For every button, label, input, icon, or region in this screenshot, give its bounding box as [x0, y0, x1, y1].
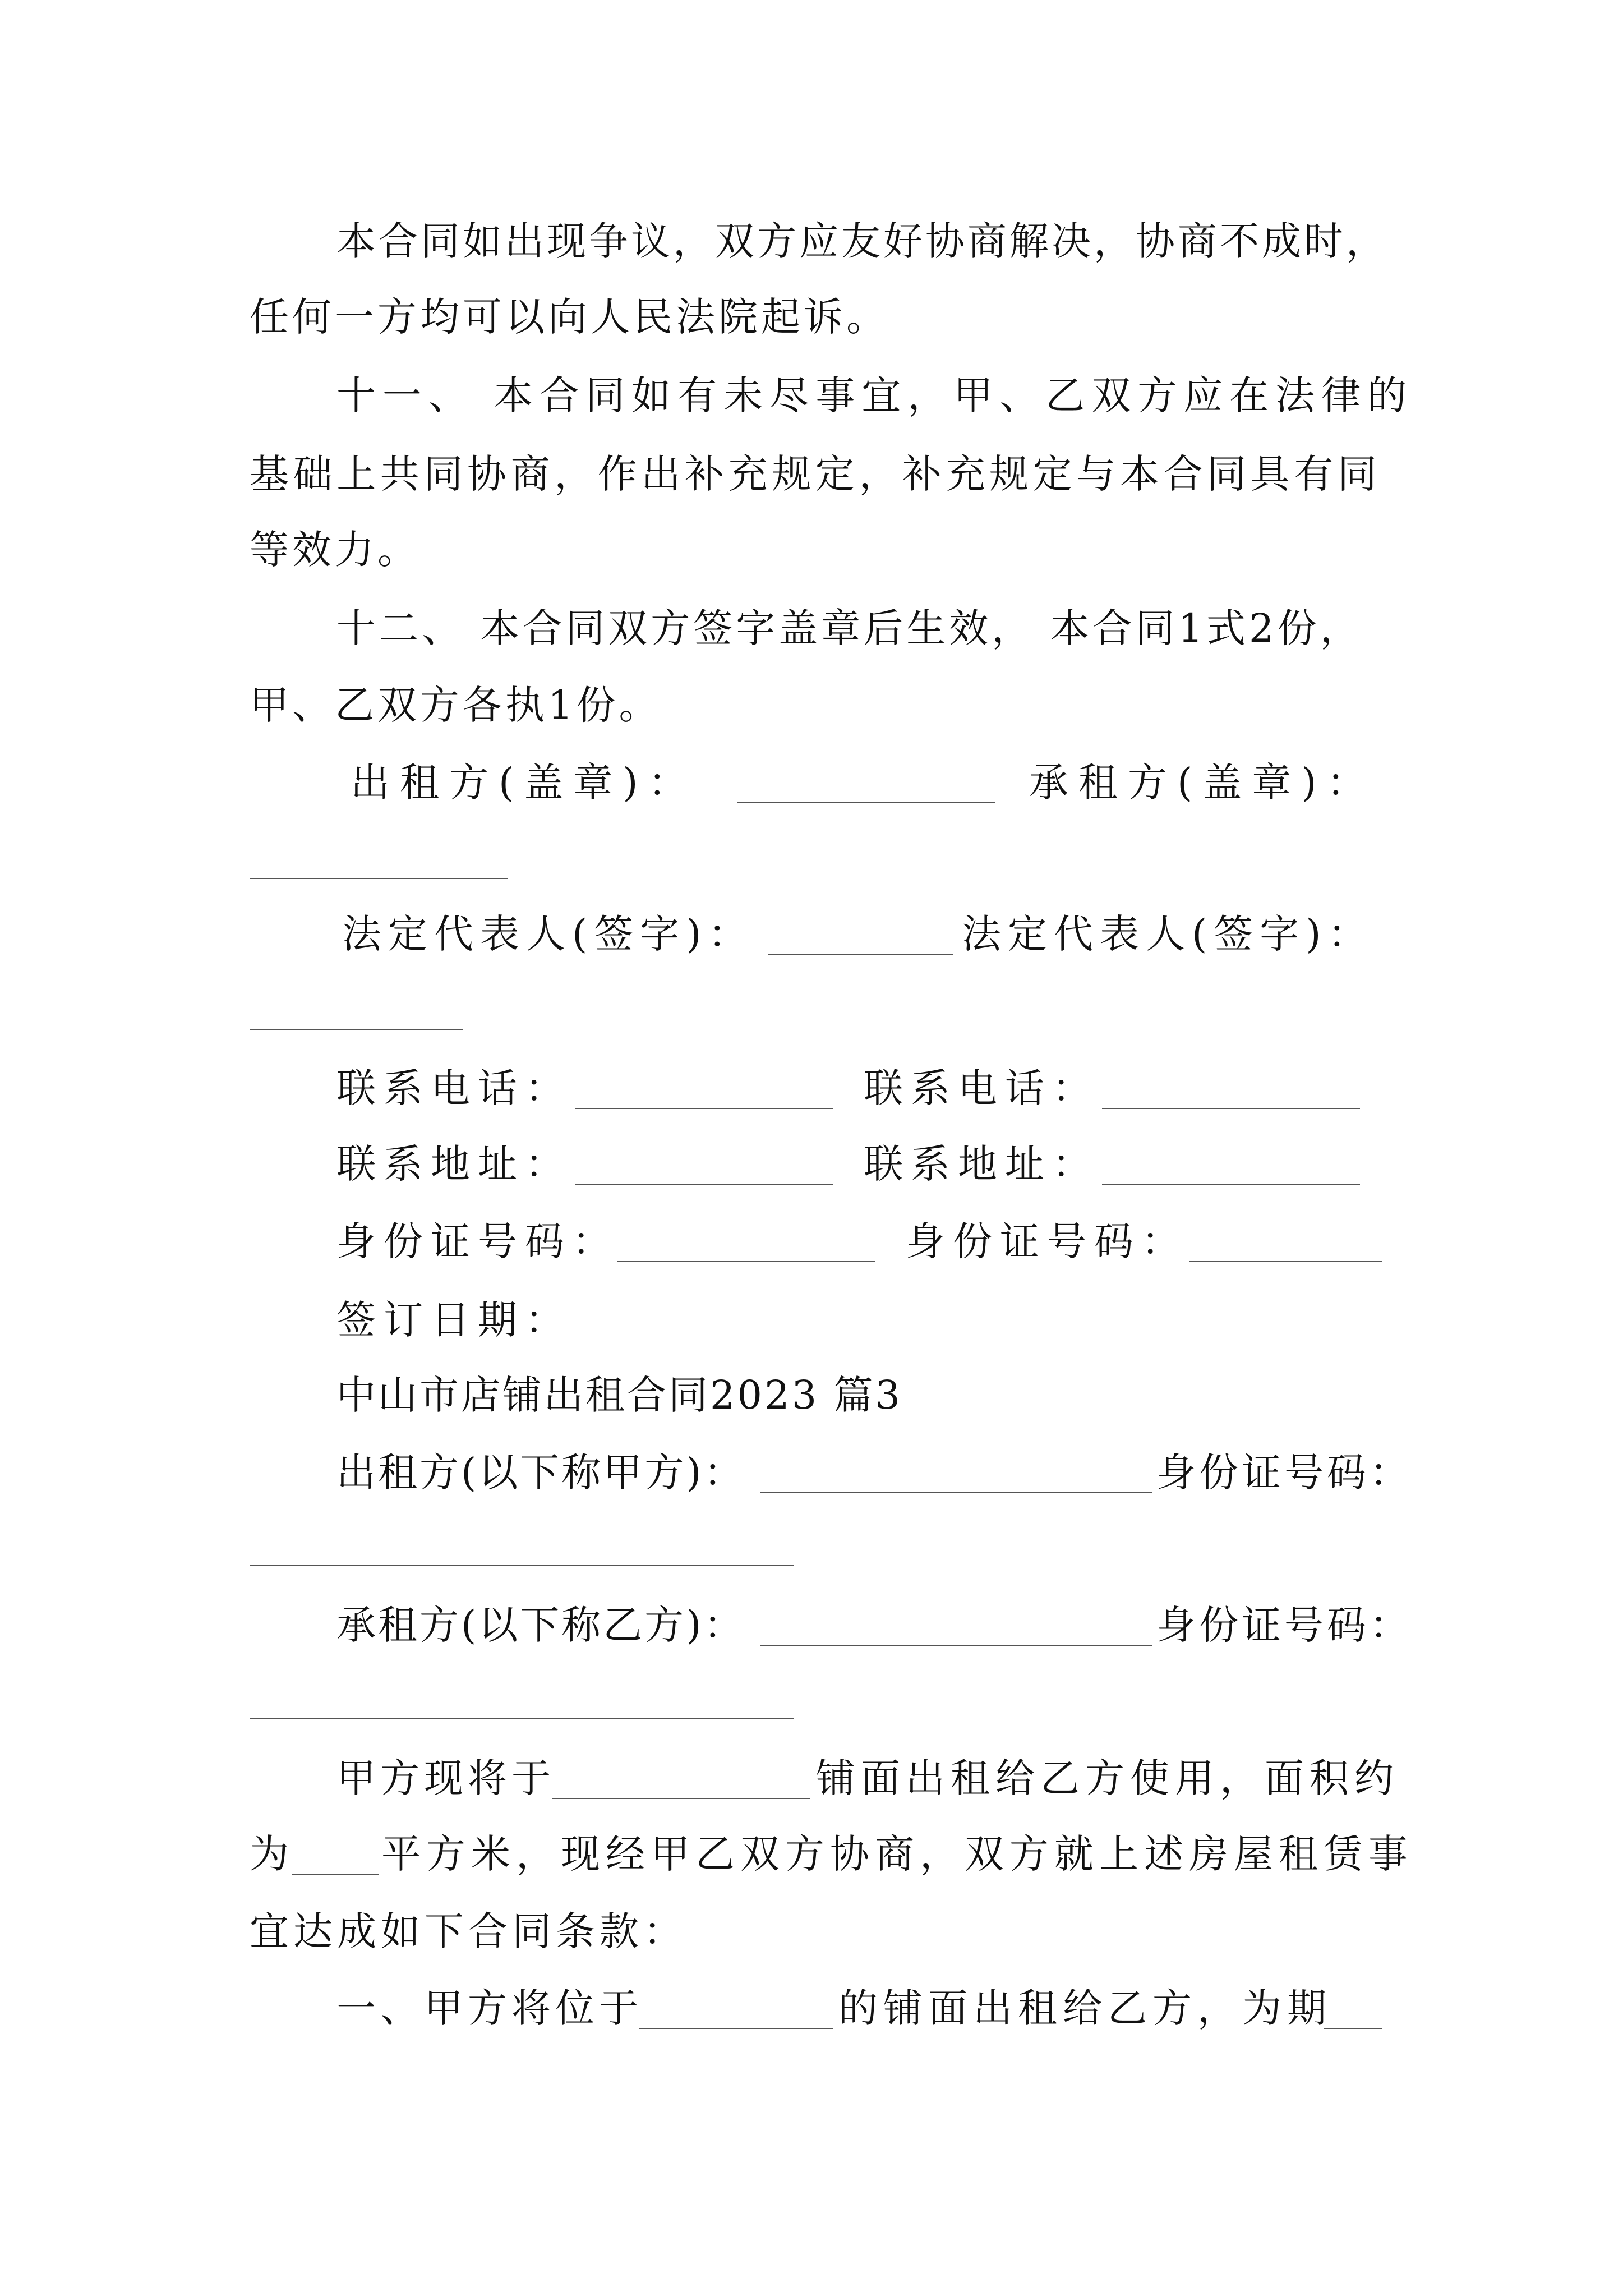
party-b-id-blank[interactable]: [250, 1718, 794, 1719]
phone-blank-1[interactable]: [575, 1108, 833, 1109]
legal-rep-label-2: 法定代表人(签字)：: [962, 911, 1374, 957]
dispute-line-1: 本合同如出现争议，双方应友好协商解决，协商不成时，: [336, 218, 1385, 264]
intro-line-2-b: 平方米，现经甲乙双方协商，双方就上述房屋租赁事: [381, 1831, 1413, 1877]
clause-12-line-1: 十二、 本合同双方签字盖章后生效， 本合同1式2份，: [336, 605, 1363, 651]
party-b-id-label: 身份证号码：: [1156, 1602, 1412, 1648]
address-label-1: 联系地址：: [336, 1141, 572, 1187]
party-b-label: 承租方(以下称乙方)：: [336, 1602, 745, 1648]
id-label-1: 身份证号码：: [336, 1218, 619, 1264]
dispute-line-2: 任何一方均可以向人民法院起诉。: [250, 294, 889, 340]
id-blank-1[interactable]: [617, 1261, 875, 1262]
id-blank-2[interactable]: [1189, 1261, 1382, 1262]
intro-line-3: 宜达成如下合同条款：: [250, 1908, 687, 1954]
address-blank-2[interactable]: [1102, 1184, 1360, 1185]
area-blank[interactable]: [292, 1874, 379, 1875]
clause-11-line-1: 十一、 本合同如有未尽事宜，甲、乙双方应在法律的: [336, 372, 1414, 418]
clause-12-line-2: 甲、乙双方各执1份。: [250, 682, 662, 728]
shop-location-blank[interactable]: [552, 1798, 810, 1799]
phone-label-1: 联系电话：: [336, 1065, 572, 1111]
legal-rep-label-1: 法定代表人(签字)：: [342, 911, 754, 957]
legal-rep-blank-2[interactable]: [250, 1029, 463, 1030]
term-1-a: 一、甲方将位于: [336, 1985, 643, 2031]
clause-11-line-2: 基础上共同协商，作出补充规定，补充规定与本合同具有同: [250, 451, 1377, 497]
party-b-name-blank[interactable]: [760, 1645, 1152, 1646]
intro-line-2-a: 为: [250, 1831, 292, 1877]
party-a-label: 出租方(以下称甲方)：: [336, 1450, 745, 1496]
legal-rep-blank-1[interactable]: [768, 954, 953, 955]
phone-label-2: 联系电话：: [864, 1065, 1099, 1111]
term-1-location-blank[interactable]: [639, 2028, 833, 2029]
id-label-2: 身份证号码：: [906, 1218, 1188, 1264]
lessor-seal-blank[interactable]: [737, 802, 995, 803]
phone-blank-2[interactable]: [1102, 1108, 1360, 1109]
sign-date-label: 签订日期：: [336, 1297, 572, 1343]
clause-11-line-3: 等效力。: [250, 527, 420, 573]
lessee-seal-label: 承租方(盖章)：: [1029, 760, 1376, 806]
intro-line-1-b: 铺面出租给乙方使用，面积约: [816, 1755, 1399, 1801]
party-a-name-blank[interactable]: [760, 1492, 1152, 1493]
intro-line-1-a: 甲方现将于: [336, 1755, 555, 1801]
address-blank-1[interactable]: [575, 1184, 833, 1185]
lessee-seal-blank[interactable]: [250, 878, 508, 879]
party-a-id-blank[interactable]: [250, 1565, 794, 1566]
term-1-period-blank[interactable]: [1324, 2028, 1382, 2029]
contract-3-heading: 中山市店铺出租合同2023 篇3: [336, 1372, 902, 1418]
party-a-id-label: 身份证号码：: [1156, 1450, 1412, 1496]
term-1-b: 的铺面出租给乙方，为期: [838, 1985, 1332, 2031]
address-label-2: 联系地址：: [864, 1141, 1099, 1187]
lessor-seal-label: 出租方(盖章)：: [351, 760, 698, 806]
